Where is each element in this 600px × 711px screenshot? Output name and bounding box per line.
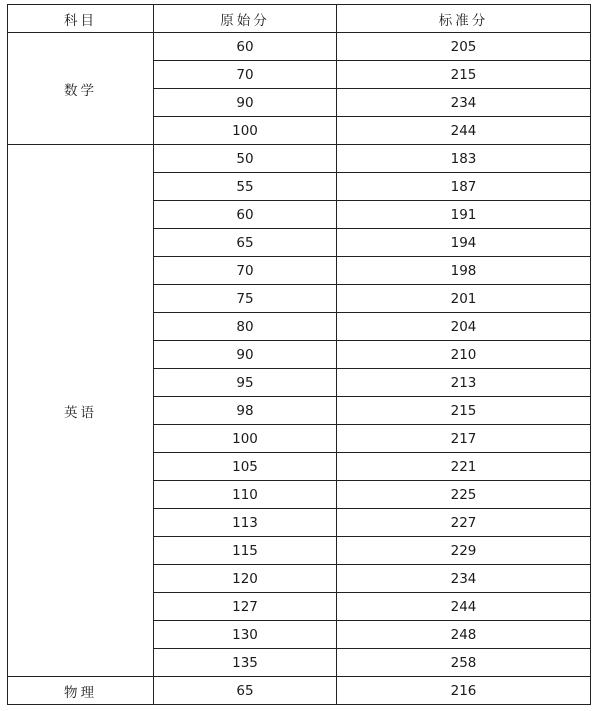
raw-score-cell: 90 <box>154 341 337 369</box>
raw-score-cell: 115 <box>154 537 337 565</box>
standard-score-cell: 191 <box>337 201 591 229</box>
standard-score-cell: 225 <box>337 481 591 509</box>
raw-score-cell: 95 <box>154 369 337 397</box>
raw-score-cell: 90 <box>154 89 337 117</box>
raw-score-cell: 130 <box>154 621 337 649</box>
subject-cell: 数学 <box>8 33 154 145</box>
standard-score-cell: 187 <box>337 173 591 201</box>
standard-score-cell: 201 <box>337 285 591 313</box>
standard-score-cell: 183 <box>337 145 591 173</box>
standard-score-cell: 217 <box>337 425 591 453</box>
standard-score-cell: 234 <box>337 89 591 117</box>
subject-cell: 物理 <box>8 677 154 705</box>
standard-score-cell: 205 <box>337 33 591 61</box>
score-conversion-table-container <box>7 4 591 705</box>
raw-score-cell: 70 <box>154 61 337 89</box>
standard-score-cell: 204 <box>337 313 591 341</box>
standard-score-cell: 210 <box>337 341 591 369</box>
raw-score-cell: 75 <box>154 285 337 313</box>
raw-score-cell: 120 <box>154 565 337 593</box>
standard-score-cell: 198 <box>337 257 591 285</box>
raw-score-cell: 127 <box>154 593 337 621</box>
raw-score-cell: 100 <box>154 117 337 145</box>
header-raw-score: 原始分 <box>154 5 337 33</box>
standard-score-cell: 213 <box>337 369 591 397</box>
table-row <box>8 33 591 61</box>
header-subject: 科目 <box>8 5 154 33</box>
header-row <box>8 5 591 33</box>
raw-score-cell: 100 <box>154 425 337 453</box>
score-conversion-table <box>7 4 591 705</box>
raw-score-cell: 80 <box>154 313 337 341</box>
table-row <box>8 145 591 173</box>
standard-score-cell: 221 <box>337 453 591 481</box>
header-standard-score: 标准分 <box>337 5 591 33</box>
table-body <box>8 33 591 705</box>
raw-score-cell: 50 <box>154 145 337 173</box>
subject-cell: 英语 <box>8 145 154 677</box>
standard-score-cell: 234 <box>337 565 591 593</box>
standard-score-cell: 216 <box>337 677 591 705</box>
standard-score-cell: 215 <box>337 397 591 425</box>
raw-score-cell: 70 <box>154 257 337 285</box>
raw-score-cell: 60 <box>154 33 337 61</box>
raw-score-cell: 65 <box>154 677 337 705</box>
standard-score-cell: 244 <box>337 117 591 145</box>
standard-score-cell: 258 <box>337 649 591 677</box>
raw-score-cell: 105 <box>154 453 337 481</box>
standard-score-cell: 229 <box>337 537 591 565</box>
raw-score-cell: 55 <box>154 173 337 201</box>
standard-score-cell: 227 <box>337 509 591 537</box>
raw-score-cell: 65 <box>154 229 337 257</box>
standard-score-cell: 215 <box>337 61 591 89</box>
raw-score-cell: 135 <box>154 649 337 677</box>
raw-score-cell: 110 <box>154 481 337 509</box>
standard-score-cell: 248 <box>337 621 591 649</box>
raw-score-cell: 98 <box>154 397 337 425</box>
raw-score-cell: 60 <box>154 201 337 229</box>
raw-score-cell: 113 <box>154 509 337 537</box>
standard-score-cell: 194 <box>337 229 591 257</box>
table-row <box>8 677 591 705</box>
standard-score-cell: 244 <box>337 593 591 621</box>
